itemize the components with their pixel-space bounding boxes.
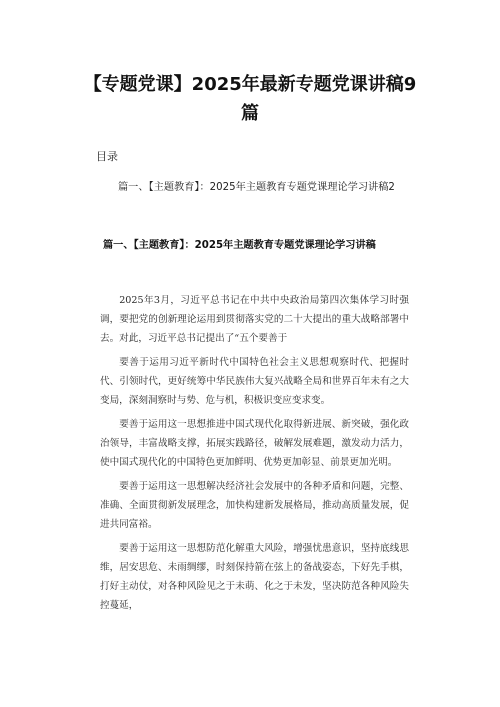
section-body bbox=[100, 291, 409, 620]
document-title bbox=[60, 70, 440, 128]
body-paragraph: 要善于运用这一思想防范化解重大风险，增强忧患意识，坚持底线思维，居安思危、未雨绸缪，时刻保持箭在弦上的备战姿态，下好先手棋，打好主动仗，对各种风险见之于未萌、化之于未发，坚决防范各种风险失控蔓延， bbox=[100, 543, 409, 611]
body-paragraph: 要善于运用习近平新时代中国特色社会主义思想观察时代、把握时代、引领时代，更好统筹中华民族伟大复兴战略全局和世界百年未有之大变局，深刻洞察时与势、危与机，积极识变应变求变。 bbox=[100, 357, 409, 406]
body-paragraph: 2025年3月，习近平总书记在中共中央政治局第四次集体学习时强调，要把党的创新理论运用到贯彻落实党的二十大提出的重大战略部署中去。对此，习近平总书记提出了“五个要善于 bbox=[100, 295, 409, 344]
body-paragraph: 要善于运用这一思想推进中国式现代化取得新进展、新突破，强化政治领导，丰富战略支撑，拓展实践路径，破解发展难题，激发动力活力，使中国式现代化的中国特色更加鲜明、优势更加彰显、前景更加光明。 bbox=[100, 419, 409, 468]
toc-heading: 目录 bbox=[96, 150, 118, 163]
document-title-line-2: 篇 bbox=[241, 103, 259, 124]
section-heading: 篇一、【主题教育】：2025年主题教育专题党课理论学习讲稿 bbox=[103, 240, 376, 251]
body-paragraph: 要善于运用这一思想解决经济社会发展中的各种矛盾和问题，完整、准确、全面贯彻新发展理念，加快构建新发展格局，推动高质量发展，促进共同富裕。 bbox=[100, 481, 409, 530]
toc-entry[interactable]: 篇一、【主题教育】：2025年主题教育专题党课理论学习讲稿2 bbox=[118, 182, 395, 193]
document-title-line-1: 【专题党课】2025年最新专题党课讲稿9 bbox=[83, 74, 417, 95]
